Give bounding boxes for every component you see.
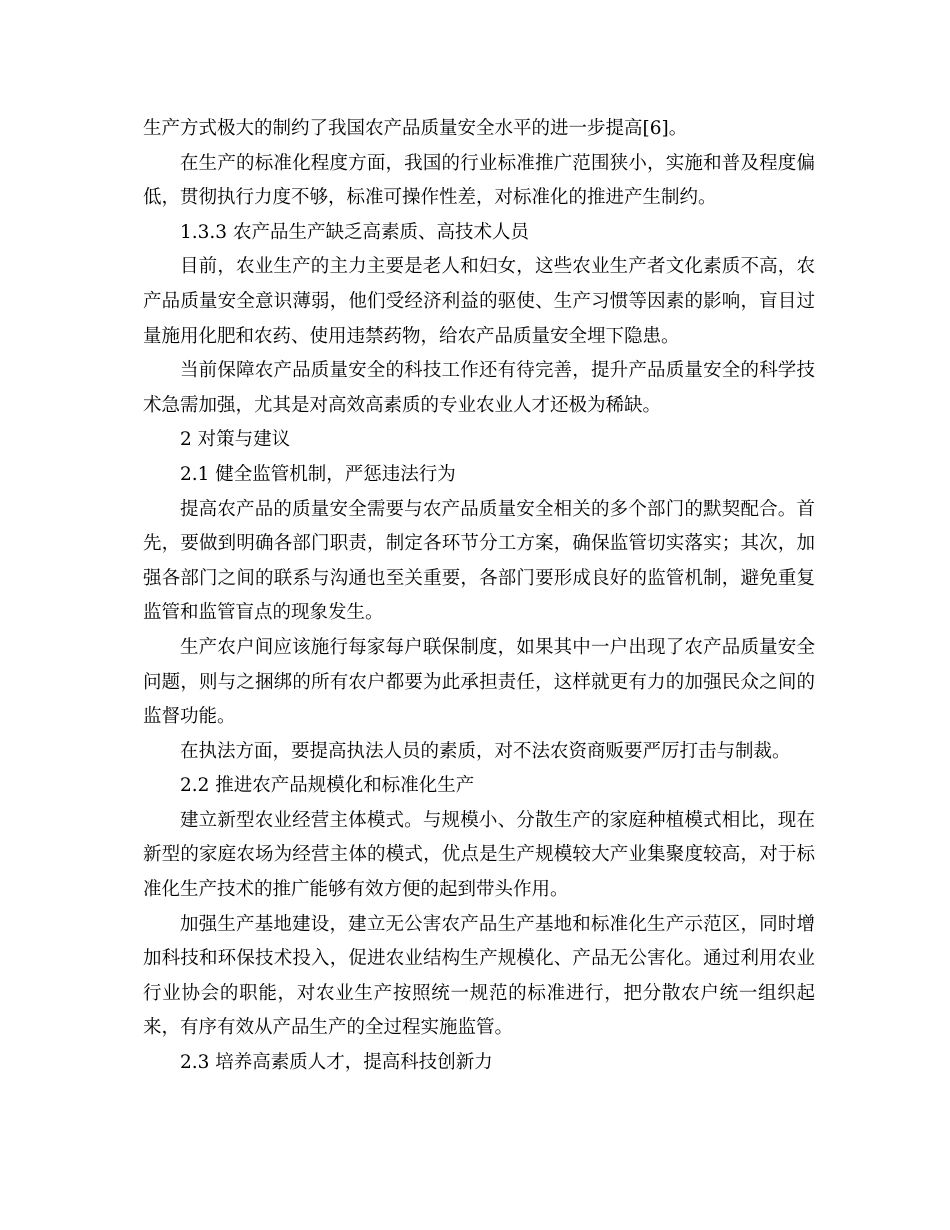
section-heading-2: 2 对策与建议 [180, 429, 291, 451]
section-heading-2-3: 2.3 培养高素质人才，提高科技创新力 [180, 1052, 493, 1074]
paragraph-law-enforcement: 在执法方面，要提高执法人员的素质，对不法农资商贩要严厉打击与制裁。 [180, 740, 791, 762]
paragraph-joint-guarantee: 生产农户间应该施行每家每户联保制度，如果其中一户出现了农产品质量安全问题，则与之捆绑的所有农户都要为此承担责任，这样就更有力的加强民众之间的监督功能。 [143, 636, 815, 728]
section-heading-1-3-3: 1.3.3 农产品生产缺乏高素质、高技术人员 [180, 221, 529, 243]
paragraph-tech-work: 当前保障农产品质量安全的科技工作还有待完善，提升产品质量安全的科学技术急需加强，尤其是对高效高素质的专业农业人才还极为稀缺。 [143, 360, 815, 416]
document-body [143, 112, 815, 1081]
paragraph-department-cooperation: 提高农产品的质量安全需要与农产品质量安全相关的多个部门的默契配合。首先，要做到明确各部门职责，制定各环节分工方案，确保监管切实落实；其次，加强各部门之间的联系与沟通也至关重要，各部门要形成良好的监管机制，避免重复监管和监管盲点的现象发生。 [143, 498, 815, 624]
section-heading-2-1: 2.1 健全监管机制，严惩违法行为 [180, 463, 456, 485]
section-heading-2-2: 2.2 推进农产品规模化和标准化生产 [180, 775, 475, 797]
paragraph-new-business-model: 建立新型农业经营主体模式。与规模小、分散生产的家庭种植模式相比，现在新型的家庭农场为经营主体的模式，优点是生产规模较大产业集聚度较高，对于标准化生产技术的推广能够有效方便的起到带头作用。 [143, 809, 815, 901]
paragraph-continuation: 生产方式极大的制约了我国农产品质量安全水平的进一步提高[6]。 [143, 118, 688, 139]
paragraph-production-base: 加强生产基地建设，建立无公害农产品生产基地和标准化生产示范区，同时增加科技和环保技术投入，促进农业结构生产规模化、产品无公害化。通过利用农业行业协会的职能，对农业生产按照统一规范的标准进行，把分散农户统一组织起来，有序有效从产品生产的全过程实施监管。 [143, 913, 815, 1039]
paragraph-standardization: 在生产的标准化程度方面，我国的行业标准推广范围狭小，实施和普及程度偏低，贯彻执行力度不够，标准可操作性差，对标准化的推进产生制约。 [143, 152, 815, 209]
paragraph-labor-force: 目前，农业生产的主力主要是老人和妇女，这些农业生产者文化素质不高，农产品质量安全意识薄弱，他们受经济利益的驱使、生产习惯等因素的影响，盲目过量施用化肥和农药、使用违禁药物，给农产品质量安全埋下隐患。 [143, 256, 815, 347]
